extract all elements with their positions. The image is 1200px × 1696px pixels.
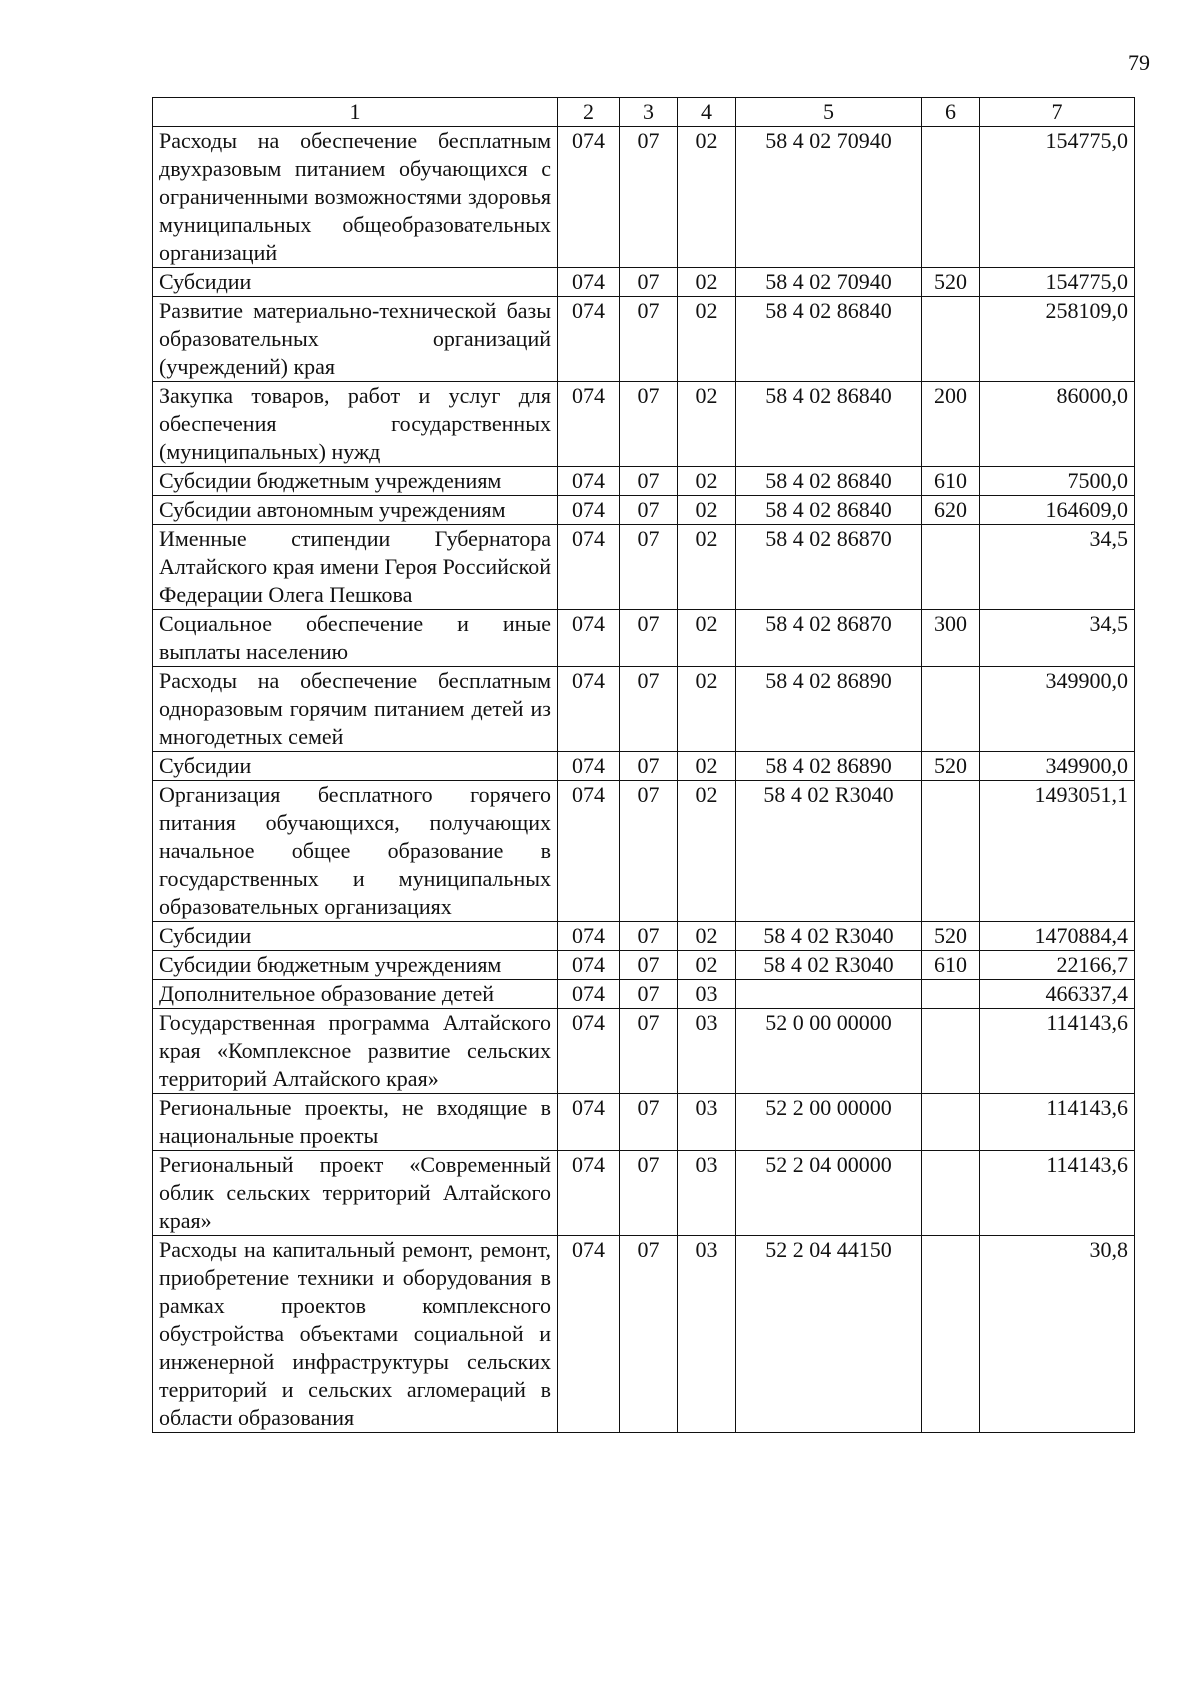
row-expense-type	[922, 1094, 980, 1151]
row-description: Государственная программа Алтайского края «Комплексное развитие сельских территорий Алтайского края»	[153, 1009, 558, 1094]
table-row	[153, 781, 1135, 922]
row-expense-type	[922, 297, 980, 382]
row-amount: 7500,0	[980, 467, 1135, 496]
row-amount: 86000,0	[980, 382, 1135, 467]
column-header: 6	[922, 98, 980, 127]
row-amount: 114143,6	[980, 1009, 1135, 1094]
budget-table	[152, 97, 1135, 1433]
row-section-code: 07	[620, 268, 678, 297]
row-target-article: 58 4 02 86840	[736, 496, 922, 525]
table-row	[153, 951, 1135, 980]
row-section-code: 07	[620, 951, 678, 980]
row-subsection-code: 02	[678, 467, 736, 496]
row-expense-type	[922, 1009, 980, 1094]
row-section-code: 07	[620, 297, 678, 382]
row-ministry-code: 074	[558, 667, 620, 752]
row-target-article: 58 4 02 70940	[736, 268, 922, 297]
row-expense-type: 610	[922, 467, 980, 496]
row-ministry-code: 074	[558, 951, 620, 980]
table-row	[153, 496, 1135, 525]
row-amount: 1493051,1	[980, 781, 1135, 922]
row-section-code: 07	[620, 525, 678, 610]
row-description: Субсидии бюджетным учреждениям	[153, 467, 558, 496]
row-subsection-code: 02	[678, 268, 736, 297]
row-description: Региональный проект «Современный облик сельских территорий Алтайского края»	[153, 1151, 558, 1236]
row-section-code: 07	[620, 127, 678, 268]
row-expense-type: 520	[922, 752, 980, 781]
row-description: Субсидии автономным учреждениям	[153, 496, 558, 525]
row-description: Именные стипендии Губернатора Алтайского края имени Героя Российской Федерации Олега Пешкова	[153, 525, 558, 610]
row-ministry-code: 074	[558, 297, 620, 382]
row-target-article: 58 4 02 R3040	[736, 922, 922, 951]
row-target-article: 52 2 04 44150	[736, 1236, 922, 1433]
row-section-code: 07	[620, 1094, 678, 1151]
row-expense-type	[922, 1236, 980, 1433]
table-row	[153, 752, 1135, 781]
row-ministry-code: 074	[558, 1151, 620, 1236]
row-description: Субсидии	[153, 268, 558, 297]
row-description: Расходы на обеспечение бесплатным одноразовым горячим питанием детей из многодетных семей	[153, 667, 558, 752]
row-description: Региональные проекты, не входящие в национальные проекты	[153, 1094, 558, 1151]
row-amount: 349900,0	[980, 752, 1135, 781]
row-description: Социальное обеспечение и иные выплаты населению	[153, 610, 558, 667]
table-body	[153, 127, 1135, 1433]
column-header: 7	[980, 98, 1135, 127]
row-subsection-code: 03	[678, 1236, 736, 1433]
row-expense-type: 200	[922, 382, 980, 467]
row-ministry-code: 074	[558, 1236, 620, 1433]
row-subsection-code: 02	[678, 752, 736, 781]
row-section-code: 07	[620, 922, 678, 951]
row-section-code: 07	[620, 1009, 678, 1094]
table-row	[153, 980, 1135, 1009]
column-header: 5	[736, 98, 922, 127]
column-header: 2	[558, 98, 620, 127]
table-row	[153, 1094, 1135, 1151]
row-description: Расходы на обеспечение бесплатным двухразовым питанием обучающихся с ограниченными возможностями здоровья муниципальных общеобразовательных организаций	[153, 127, 558, 268]
row-expense-type	[922, 667, 980, 752]
row-ministry-code: 074	[558, 610, 620, 667]
table-row	[153, 382, 1135, 467]
row-expense-type: 620	[922, 496, 980, 525]
row-target-article	[736, 980, 922, 1009]
row-target-article: 52 0 00 00000	[736, 1009, 922, 1094]
row-amount: 1470884,4	[980, 922, 1135, 951]
row-amount: 154775,0	[980, 268, 1135, 297]
row-section-code: 07	[620, 667, 678, 752]
row-amount: 34,5	[980, 525, 1135, 610]
row-ministry-code: 074	[558, 496, 620, 525]
row-subsection-code: 03	[678, 1151, 736, 1236]
row-ministry-code: 074	[558, 752, 620, 781]
row-description: Субсидии	[153, 922, 558, 951]
row-description: Развитие материально-технической базы образовательных организаций (учреждений) края	[153, 297, 558, 382]
row-subsection-code: 02	[678, 127, 736, 268]
row-ministry-code: 074	[558, 1094, 620, 1151]
row-ministry-code: 074	[558, 525, 620, 610]
row-target-article: 52 2 00 00000	[736, 1094, 922, 1151]
row-target-article: 58 4 02 R3040	[736, 781, 922, 922]
row-amount: 30,8	[980, 1236, 1135, 1433]
row-expense-type	[922, 127, 980, 268]
table-row	[153, 268, 1135, 297]
header-row	[153, 98, 1135, 127]
row-section-code: 07	[620, 1236, 678, 1433]
row-expense-type: 300	[922, 610, 980, 667]
row-target-article: 58 4 02 R3040	[736, 951, 922, 980]
row-target-article: 58 4 02 86870	[736, 610, 922, 667]
row-expense-type	[922, 980, 980, 1009]
row-target-article: 58 4 02 86870	[736, 525, 922, 610]
row-target-article: 52 2 04 00000	[736, 1151, 922, 1236]
row-subsection-code: 03	[678, 1009, 736, 1094]
table-row	[153, 467, 1135, 496]
row-expense-type	[922, 781, 980, 922]
row-description: Субсидии бюджетным учреждениям	[153, 951, 558, 980]
row-description: Закупка товаров, работ и услуг для обеспечения государственных (муниципальных) нужд	[153, 382, 558, 467]
table-row	[153, 1151, 1135, 1236]
row-subsection-code: 02	[678, 922, 736, 951]
row-ministry-code: 074	[558, 922, 620, 951]
page-number: 79	[1128, 50, 1150, 75]
row-section-code: 07	[620, 467, 678, 496]
row-ministry-code: 074	[558, 382, 620, 467]
row-description: Организация бесплатного горячего питания обучающихся, получающих начальное общее образование в государственных и муниципальных образовательных организациях	[153, 781, 558, 922]
row-target-article: 58 4 02 86840	[736, 382, 922, 467]
row-subsection-code: 02	[678, 667, 736, 752]
row-subsection-code: 03	[678, 1094, 736, 1151]
row-amount: 34,5	[980, 610, 1135, 667]
row-ministry-code: 074	[558, 1009, 620, 1094]
row-amount: 114143,6	[980, 1151, 1135, 1236]
row-section-code: 07	[620, 610, 678, 667]
row-amount: 466337,4	[980, 980, 1135, 1009]
table-row	[153, 922, 1135, 951]
table-row	[153, 297, 1135, 382]
table-row	[153, 667, 1135, 752]
table-row	[153, 1236, 1135, 1433]
row-subsection-code: 02	[678, 610, 736, 667]
row-amount: 22166,7	[980, 951, 1135, 980]
row-amount: 349900,0	[980, 667, 1135, 752]
row-section-code: 07	[620, 496, 678, 525]
row-target-article: 58 4 02 86890	[736, 667, 922, 752]
row-ministry-code: 074	[558, 127, 620, 268]
row-expense-type	[922, 525, 980, 610]
table-row	[153, 1009, 1135, 1094]
row-expense-type	[922, 1151, 980, 1236]
row-description: Расходы на капитальный ремонт, ремонт, приобретение техники и оборудования в рамках проектов комплексного обустройства объектами социальной и инженерной инфраструктуры сельских территорий и сельских агломераций в области образования	[153, 1236, 558, 1433]
row-amount: 258109,0	[980, 297, 1135, 382]
row-expense-type: 610	[922, 951, 980, 980]
row-subsection-code: 02	[678, 525, 736, 610]
row-target-article: 58 4 02 70940	[736, 127, 922, 268]
row-target-article: 58 4 02 86890	[736, 752, 922, 781]
row-subsection-code: 02	[678, 781, 736, 922]
row-ministry-code: 074	[558, 467, 620, 496]
row-section-code: 07	[620, 980, 678, 1009]
row-subsection-code: 02	[678, 297, 736, 382]
row-amount: 164609,0	[980, 496, 1135, 525]
row-section-code: 07	[620, 752, 678, 781]
row-target-article: 58 4 02 86840	[736, 467, 922, 496]
row-ministry-code: 074	[558, 268, 620, 297]
row-subsection-code: 03	[678, 980, 736, 1009]
row-description: Дополнительное образование детей	[153, 980, 558, 1009]
row-ministry-code: 074	[558, 980, 620, 1009]
table-row	[153, 525, 1135, 610]
row-section-code: 07	[620, 781, 678, 922]
row-section-code: 07	[620, 1151, 678, 1236]
row-subsection-code: 02	[678, 951, 736, 980]
row-amount: 114143,6	[980, 1094, 1135, 1151]
column-header: 1	[153, 98, 558, 127]
row-expense-type: 520	[922, 922, 980, 951]
row-amount: 154775,0	[980, 127, 1135, 268]
row-subsection-code: 02	[678, 496, 736, 525]
row-section-code: 07	[620, 382, 678, 467]
row-description: Субсидии	[153, 752, 558, 781]
table-row	[153, 610, 1135, 667]
table-row	[153, 127, 1135, 268]
row-subsection-code: 02	[678, 382, 736, 467]
column-header: 3	[620, 98, 678, 127]
row-ministry-code: 074	[558, 781, 620, 922]
row-expense-type: 520	[922, 268, 980, 297]
row-target-article: 58 4 02 86840	[736, 297, 922, 382]
column-header: 4	[678, 98, 736, 127]
